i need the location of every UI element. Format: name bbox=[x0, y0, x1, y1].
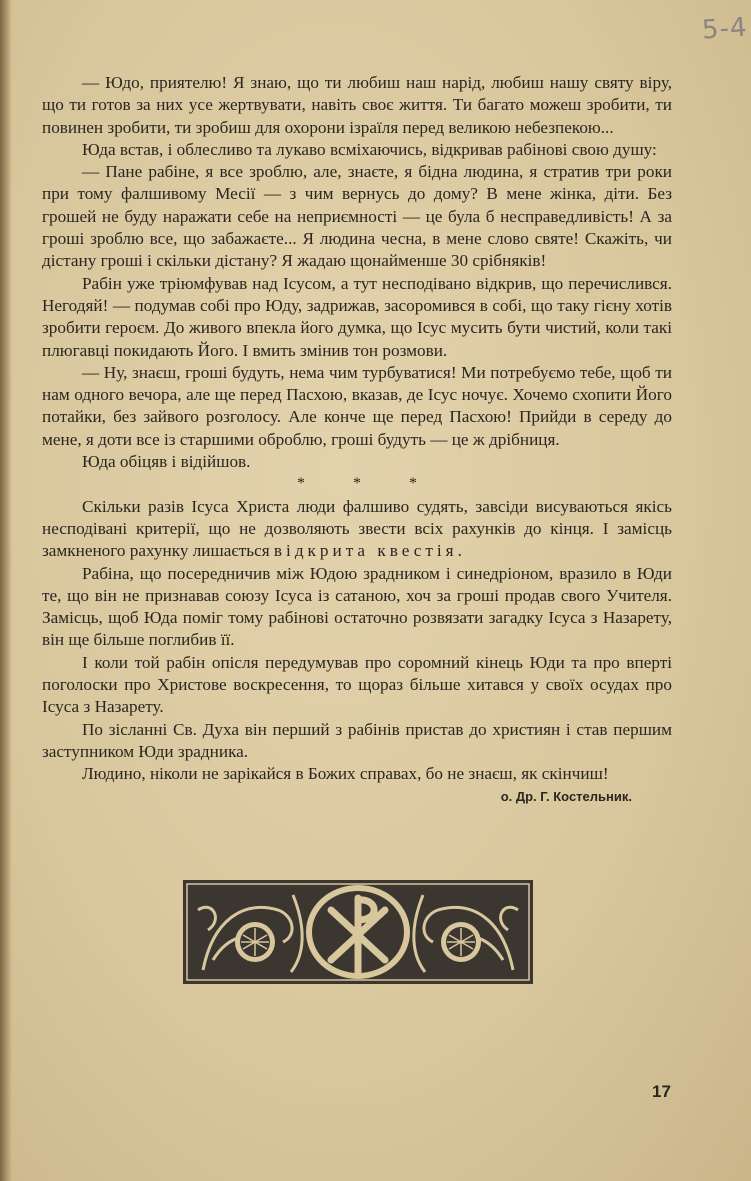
paragraph-text: Скільки разів Ісуса Христа люди фалшиво судять, завсіди висуваються якісь несподівані критерії, що не дозволяють звести всіх рахунків до кінця. І замісць замкненого рахунку лишається bbox=[42, 496, 672, 561]
paragraph: — Ну, знаєш, гроші будуть, нема чим турбуватися! Ми потребуємо тебе, щоб ти нам одного вечора, але ще перед Пасхою, вказав, де Ісус ночує. Хочемо схопити Його потайки, без зайвого розголосу. Але конче ще перед Пасхою! Прийди в середу до мене, я доти все із старшими оброблю, гроші будуть — це ж дрібниця. bbox=[42, 362, 672, 449]
paragraph: І коли той рабін опісля передумував про соромний кінець Юди та про вперті поголоски про Христове воскресення, то щораз більше хитався у своїх осудах про Ісуса з Назарету. bbox=[42, 652, 672, 717]
paragraph: Людино, ніколи не зарікайся в Божих справах, бо не знаєш, як скінчиш! bbox=[82, 764, 609, 784]
chi-rho-ornament-icon bbox=[183, 880, 533, 984]
paragraph: По зісланні Св. Духа він перший з рабінів пристав до християн і став першим заступником Юди зрадника. bbox=[42, 719, 672, 761]
paragraph: Юда встав, і облесливо та лукаво всміхаючись, відкривав рабінові свою душу: bbox=[82, 139, 657, 159]
paragraph: — Юдо, приятелю! Я знаю, що ти любиш наш нарід, любиш нашу святу віру, що ти готов за них усе жертвувати, навіть своє життя. Ти багато можеш зробити, ти повинен зробити, ти зробиш для охорони ізраїля перед великою небезпекою... bbox=[42, 73, 672, 137]
paragraph: Юда обіцяв і відійшов. bbox=[82, 452, 251, 472]
page-number: 17 bbox=[652, 1082, 671, 1101]
section-separator: * * * bbox=[297, 475, 417, 493]
paragraph: Рабіна, що посередничив між Юдою зрадником і синедріоном, вразило в Юди те, що він не признавав союзу Ісуса із сатаною, хоч за гроші продав свого Учителя. Замісць, щоб Юда поміг тому рабінові остаточно розвязати загадку Ісуса з Назарету, він ще більше поглибив її. bbox=[42, 563, 672, 650]
paragraph: — Пане рабіне, я все зроблю, але, знаєте, я бідна людина, я стратив три роки при тому фалшивому Месії — з чим вернусь до дому? В мене жінка, діти. Без грошей не буду наражати себе на неприємності — це була б несправедливість! А за гроші зроблю все, що забажаєте... Я людина чесна, в мене слово святе! Скажіть, чи дістану гроші і скільки дістану? Я жадаю щонайменше 30 срібняків! bbox=[42, 162, 672, 271]
article-body bbox=[42, 72, 672, 808]
author-signature: о. Др. Г. Костельник. bbox=[500, 788, 632, 804]
paragraph bbox=[42, 496, 672, 563]
spaced-emphasis: відкрита квестія. bbox=[273, 541, 466, 561]
paragraph: Рабін уже тріюмфував над Ісусом, а тут несподівано відкрив, що перечислився. Негодяй! — подумав собі про Юду, задрижав, засоромився в собі, що таку гієну хотів зробити героєм. До живого впекла його думка, що Ісус мусить бути чистий, коли такі плюгавці покидають Його. І вмить змінив тон розмови. bbox=[42, 273, 672, 360]
margin-note: 5-4 bbox=[700, 12, 748, 46]
page-binding-shadow bbox=[0, 0, 12, 1181]
